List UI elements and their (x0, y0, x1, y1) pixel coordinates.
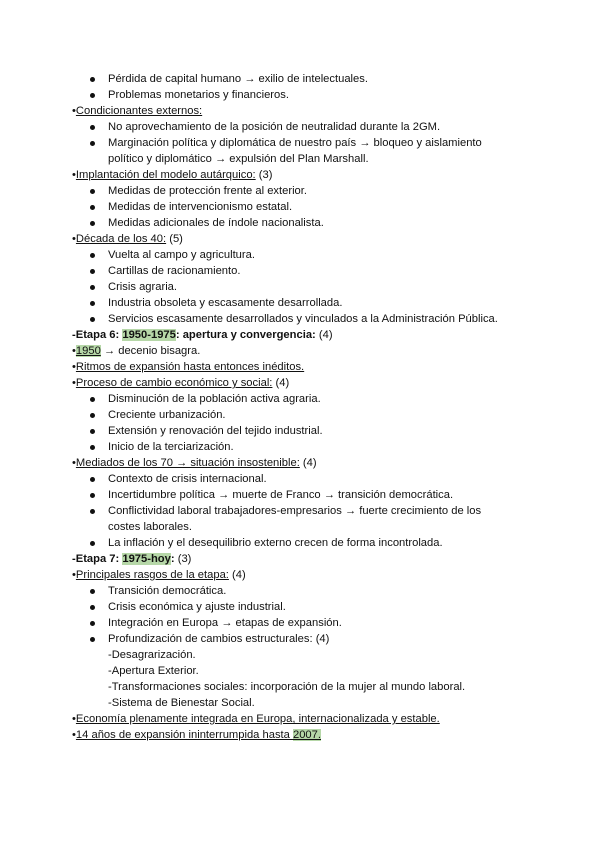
section-heading: •Mediados de los 70 → situación insostenible: (4) (72, 457, 317, 469)
list-item-continuation: político y diplomático → expulsión del Plan Marshall. (108, 153, 369, 165)
bullet-dot (90, 477, 95, 482)
bullet-dot (90, 589, 95, 594)
stage-heading: -Etapa 7: 1975-hoy: (3) (72, 553, 192, 565)
list-item: No aprovechamiento de la posición de neutralidad durante la 2GM. (108, 121, 441, 133)
bullet-dot (90, 445, 95, 450)
list-item: Conflictividad laboral trabajadores-empresarios → fuerte crecimiento de los (108, 505, 482, 517)
sub-item: -Transformaciones sociales: incorporación de la mujer al mundo laboral. (108, 681, 466, 693)
bullet-dot (90, 301, 95, 306)
list-item: Medidas adicionales de índole nacionalista. (108, 217, 324, 229)
list-item: Creciente urbanización. (108, 409, 226, 421)
bullet-dot (90, 253, 95, 258)
bullet-dot (90, 541, 95, 546)
sub-item: -Apertura Exterior. (108, 665, 199, 677)
bullet-dot (90, 77, 95, 82)
bullet-dot (90, 141, 95, 146)
section-heading: •Principales rasgos de la etapa: (4) (72, 569, 246, 581)
bullet-dot (90, 221, 95, 226)
list-item: Profundización de cambios estructurales: (4) (108, 633, 330, 645)
list-item: Medidas de intervencionismo estatal. (108, 201, 293, 213)
list-item: Incertidumbre política → muerte de Franco → transición democrática. (108, 489, 454, 501)
list-item: Contexto de crisis internacional. (108, 473, 267, 485)
list-item: Marginación política y diplomática de nuestro país → bloqueo y aislamiento (108, 137, 482, 149)
section-heading: •14 años de expansión ininterrumpida hasta 2007. (72, 729, 321, 741)
sub-item: -Sistema de Bienestar Social. (108, 697, 255, 709)
list-item: Extensión y renovación del tejido industrial. (108, 425, 323, 437)
list-item: La inflación y el desequilibrio externo crecen de forma incontrolada. (108, 537, 443, 549)
bullet-dot (90, 189, 95, 194)
list-item: Pérdida de capital humano → exilio de intelectuales. (108, 73, 368, 85)
bullet-dot (90, 125, 95, 130)
section-heading: •1950 → decenio bisagra. (72, 345, 201, 357)
section-heading: •Condicionantes externos: (72, 105, 203, 117)
bullet-dot (90, 429, 95, 434)
bullet-dot (90, 397, 95, 402)
list-item: Disminución de la población activa agraria. (108, 393, 321, 405)
bullet-dot (90, 205, 95, 210)
list-item: Medidas de protección frente al exterior. (108, 185, 307, 197)
list-item: Crisis económica y ajuste industrial. (108, 601, 286, 613)
stage-heading: -Etapa 6: 1950-1975: apertura y convergencia: (4) (72, 329, 333, 341)
list-item-continuation: costes laborales. (108, 521, 192, 533)
bullet-dot (90, 637, 95, 642)
bullet-dot (90, 317, 95, 322)
list-item: Vuelta al campo y agricultura. (108, 249, 255, 261)
bullet-dot (90, 269, 95, 274)
list-item: Servicios escasamente desarrollados y vinculados a la Administración Pública. (108, 313, 498, 325)
bullet-dot (90, 413, 95, 418)
section-heading: •Economía plenamente integrada en Europa, internacionalizada y estable. (72, 713, 440, 725)
bullet-dot (90, 493, 95, 498)
bullet-dot (90, 285, 95, 290)
list-item: Transición democrática. (108, 585, 227, 597)
list-item: Problemas monetarios y financieros. (108, 89, 289, 101)
bullet-dot (90, 605, 95, 610)
list-item: Integración en Europa → etapas de expansión. (108, 617, 342, 629)
bullet-dot (90, 509, 95, 514)
sub-item: -Desagrarización. (108, 649, 196, 661)
list-item: Inicio de la terciarización. (108, 441, 234, 453)
section-heading: •Ritmos de expansión hasta entonces inéditos. (72, 361, 305, 373)
list-item: Cartillas de racionamiento. (108, 265, 241, 277)
section-heading: •Proceso de cambio económico y social: (4) (72, 377, 290, 389)
bullet-dot (90, 621, 95, 626)
section-heading: •Implantación del modelo autárquico: (3) (72, 169, 273, 181)
list-item: Industria obsoleta y escasamente desarrollada. (108, 297, 343, 309)
section-heading: •Década de los 40: (5) (72, 233, 183, 245)
list-item: Crisis agraria. (108, 281, 178, 293)
bullet-dot (90, 93, 95, 98)
